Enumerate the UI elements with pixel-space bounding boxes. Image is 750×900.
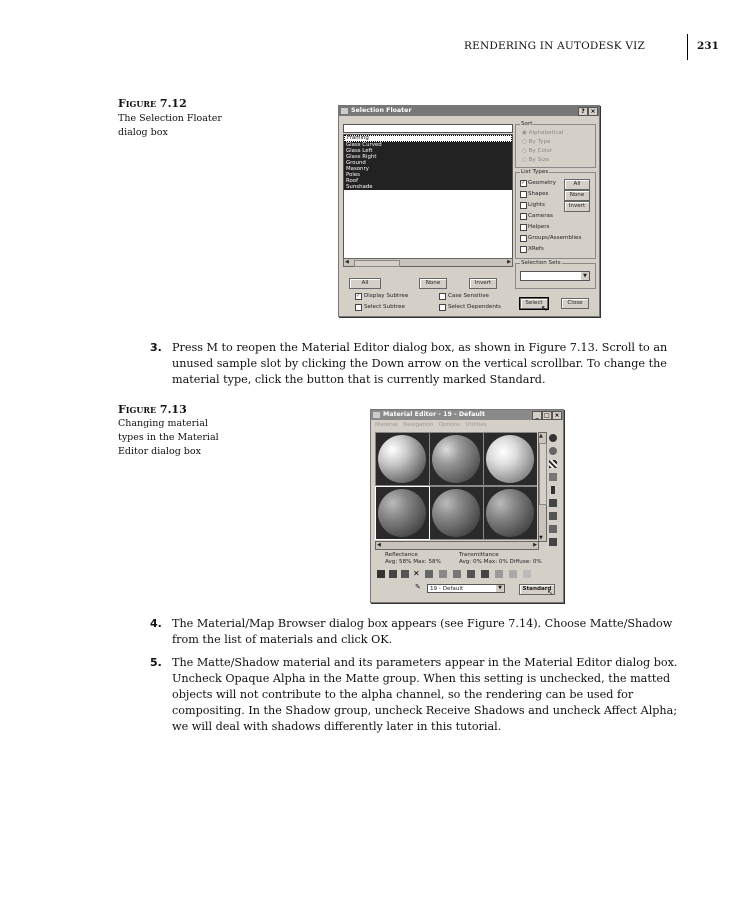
sort-group: [515, 121, 596, 168]
scroll-up-icon[interactable]: ▲: [539, 433, 543, 439]
get-material-icon[interactable]: [377, 570, 385, 578]
types-none-button[interactable]: None: [564, 190, 590, 201]
figure-12-label: Figure 7.12: [118, 97, 187, 110]
figure-13-label: Figure 7.13: [118, 403, 187, 416]
reflectance-values: Avg: 58% Max: 58%: [385, 559, 441, 565]
select-subtree-checkbox[interactable]: [355, 304, 362, 311]
app-icon: [373, 412, 380, 418]
put-to-library-icon[interactable]: [453, 570, 461, 578]
list-item[interactable]: Glass Left: [344, 148, 512, 154]
step-3-number: 3.: [150, 341, 162, 354]
vertical-scrollbar[interactable]: [538, 432, 547, 542]
list-item[interactable]: Roof: [344, 178, 512, 184]
list-item[interactable]: Glass Right: [344, 154, 512, 160]
scrollbar-thumb[interactable]: [354, 260, 400, 267]
go-forward-icon[interactable]: [523, 570, 531, 578]
list-item[interactable]: Ground: [344, 160, 512, 166]
cameras-checkbox[interactable]: [520, 213, 527, 220]
show-map-icon[interactable]: [481, 570, 489, 578]
material-name-value: 19 - Default: [430, 586, 464, 592]
sample-sphere: [432, 489, 480, 537]
groups-label: Groups/Assemblies: [528, 235, 582, 241]
help-icon[interactable]: ?: [578, 107, 588, 116]
step-4-text: The Material/Map Browser dialog box appears (see Figure 7.14). Choose Matte/Shadow from the list of materials and click OK.: [172, 617, 673, 646]
display-subtree-label: Display Subtree: [364, 293, 409, 299]
sample-sphere: [486, 435, 534, 483]
step-5-text: The Matte/Shadow material and its parameters appear in the Material Editor dialog box. Uncheck Opaque Alpha in the Matte group. When this setting is unchecked, the matted objects will not contribute to the alpha channel, so the rendering can be used for compositing. In the Shadow group, uncheck Receive Shadows and uncheck Affect Alpha; we will deal with shadows differently later in this tutorial.: [172, 656, 678, 733]
sample-slot[interactable]: [430, 433, 483, 485]
scrollbar-thumb[interactable]: [539, 443, 547, 505]
close-button[interactable]: Close: [561, 298, 589, 309]
material-navigator-icon[interactable]: [549, 538, 557, 546]
sample-type-icon[interactable]: [549, 434, 557, 442]
xrefs-label: XRefs: [528, 246, 544, 252]
helpers-checkbox[interactable]: [520, 224, 527, 231]
sample-sphere: [378, 489, 426, 537]
select-dependents-checkbox[interactable]: [439, 304, 446, 311]
step-3: [150, 340, 685, 388]
list-types-group-title: List Types: [521, 169, 549, 175]
list-item[interactable]: Poles: [344, 172, 512, 178]
sample-slot[interactable]: [376, 433, 429, 485]
menu-navigation[interactable]: Navigation: [403, 422, 434, 428]
sample-slot[interactable]: [484, 487, 537, 539]
assign-material-icon[interactable]: [401, 570, 409, 578]
menu-material[interactable]: Material: [375, 422, 398, 428]
types-all-button[interactable]: All: [564, 179, 590, 190]
case-sensitive-label: Case Sensitive: [448, 293, 489, 299]
select-subtree-label: Select Subtree: [364, 304, 405, 310]
sort-group-title: Sort: [521, 121, 533, 127]
lights-checkbox[interactable]: [520, 202, 527, 209]
scroll-right-icon[interactable]: ▶: [533, 542, 537, 548]
list-item[interactable]: Framing: [344, 135, 512, 142]
app-icon: [341, 108, 348, 114]
list-item[interactable]: Sunshade: [344, 184, 512, 190]
figure-13-caption: Changing material types in the Material Editor dialog box: [118, 418, 219, 457]
select-by-material-icon[interactable]: [549, 525, 557, 533]
chevron-down-icon[interactable]: ▼: [581, 272, 589, 280]
sample-slots-panel: [375, 432, 537, 540]
header-divider: [687, 34, 688, 60]
sort-by-type-radio[interactable]: ○ By Type: [522, 139, 551, 145]
scroll-left-icon[interactable]: ◀: [377, 542, 381, 548]
selection-sets-group-title: Selection Sets: [521, 260, 561, 266]
horizontal-scrollbar[interactable]: [343, 258, 513, 267]
scroll-left-icon[interactable]: ◀: [345, 259, 349, 265]
material-editor-dialog: [370, 409, 564, 603]
select-all-button[interactable]: All: [349, 278, 381, 289]
transmittance-values: Avg: 0% Max: 0% Diffuse: 0%: [459, 559, 542, 565]
select-none-button[interactable]: None: [419, 278, 447, 289]
page-number: 231: [697, 40, 719, 52]
material-type-button[interactable]: Standard: [519, 584, 555, 595]
groups-checkbox[interactable]: [520, 235, 527, 242]
menu-bar: [375, 422, 487, 428]
menu-options[interactable]: Options: [438, 422, 461, 428]
geometry-label: Geometry: [528, 180, 556, 186]
selection-floater-title: Selection Floater: [351, 107, 412, 114]
video-color-check-icon[interactable]: [551, 486, 555, 494]
step-3-text: Press M to reopen the Material Editor dialog box, as shown in Figure 7.13. Scroll to an unused sample slot by clicking the Down arrow on the vertical scrollbar. To change the material type, click the button that is currently marked Standard.: [172, 341, 668, 386]
selection-sets-dropdown[interactable]: [520, 271, 590, 281]
list-types-group: [515, 169, 596, 259]
sort-by-size-radio[interactable]: ○ By Size: [522, 157, 550, 163]
shapes-checkbox[interactable]: [520, 191, 527, 198]
select-button[interactable]: Select: [520, 298, 548, 309]
material-editor-titlebar: [371, 410, 563, 420]
select-dependents-label: Select Dependents: [448, 304, 501, 310]
step-5: [150, 655, 685, 735]
selection-sets-group: [515, 260, 596, 289]
selection-floater-titlebar: [339, 106, 599, 116]
object-list[interactable]: [343, 134, 513, 264]
sample-sphere: [486, 489, 534, 537]
sample-uv-icon[interactable]: [549, 473, 557, 481]
sample-slot[interactable]: [430, 487, 483, 539]
material-editor-title: Material Editor - 19 - Default: [383, 411, 485, 418]
figure-12-caption: The Selection Floater dialog box: [118, 113, 222, 138]
make-preview-icon[interactable]: [549, 499, 557, 507]
options-icon[interactable]: [549, 512, 557, 520]
chevron-down-icon[interactable]: ▼: [496, 585, 504, 592]
running-title: RENDERING IN AUTODESK VIZ: [463, 40, 645, 52]
pick-material-icon[interactable]: ✎: [415, 583, 421, 591]
selection-floater-dialog: [338, 105, 600, 317]
sample-sphere: [432, 435, 480, 483]
make-unique-icon[interactable]: [439, 570, 447, 578]
backlight-icon[interactable]: [549, 447, 557, 455]
sample-slot[interactable]: [484, 433, 537, 485]
scroll-right-icon[interactable]: ▶: [507, 259, 511, 265]
minimize-icon[interactable]: _: [532, 411, 542, 420]
close-icon[interactable]: ×: [552, 411, 562, 420]
horizontal-scrollbar[interactable]: [375, 541, 539, 550]
lights-label: Lights: [528, 202, 545, 208]
types-invert-button[interactable]: Invert: [564, 201, 590, 212]
name-filter-input[interactable]: [343, 124, 513, 133]
menu-utilities[interactable]: Utilities: [465, 422, 487, 428]
sample-slot[interactable]: [376, 487, 429, 539]
sort-alphabetical-radio[interactable]: ◉ Alphabetical: [522, 130, 564, 136]
step-4-number: 4.: [150, 617, 162, 630]
reset-icon[interactable]: ✕: [413, 569, 420, 578]
cameras-label: Cameras: [528, 213, 553, 219]
scroll-down-icon[interactable]: ▼: [539, 535, 543, 541]
copy-material-icon[interactable]: [425, 570, 433, 578]
select-invert-button[interactable]: Invert: [469, 278, 497, 289]
material-effects-icon[interactable]: [467, 570, 475, 578]
cursor-icon: ↖: [541, 304, 548, 313]
go-to-parent-icon[interactable]: [509, 570, 517, 578]
case-sensitive-checkbox[interactable]: [439, 293, 446, 300]
cursor-icon: ↖: [547, 588, 554, 597]
transmittance-label: Transmittance: [459, 552, 499, 558]
material-name-field[interactable]: [427, 584, 505, 593]
helpers-label: Helpers: [528, 224, 550, 230]
xrefs-checkbox[interactable]: [520, 246, 527, 253]
put-to-scene-icon[interactable]: [389, 570, 397, 578]
shapes-label: Shapes: [528, 191, 549, 197]
sample-sphere: [378, 435, 426, 483]
maximize-icon[interactable]: □: [542, 411, 552, 420]
reflectance-label: Reflectance: [385, 552, 418, 558]
sort-by-color-radio[interactable]: ○ By Color: [522, 148, 553, 154]
display-subtree-checkbox[interactable]: ✓: [356, 293, 361, 299]
close-icon[interactable]: ×: [588, 107, 598, 116]
list-item[interactable]: Masonry: [344, 166, 512, 172]
background-icon[interactable]: [549, 460, 557, 468]
step-4: [150, 616, 685, 648]
geometry-checkbox[interactable]: ✓: [521, 180, 526, 186]
list-item[interactable]: Glass Curved: [344, 142, 512, 148]
show-end-result-icon[interactable]: [495, 570, 503, 578]
step-5-number: 5.: [150, 656, 162, 669]
